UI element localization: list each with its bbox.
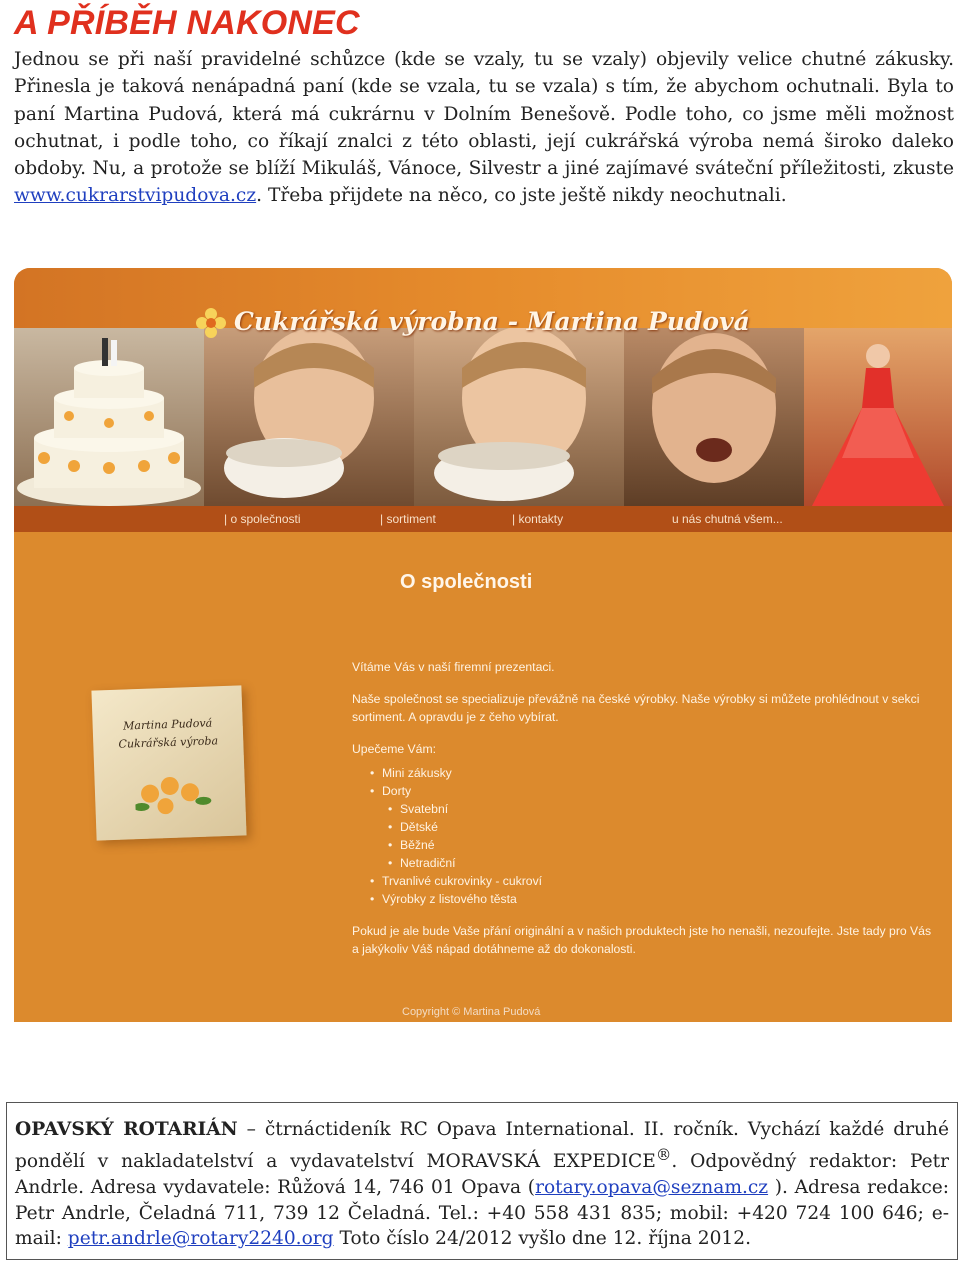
wedding-cake-photo [14, 328, 204, 506]
doll-cake-photo [804, 328, 952, 506]
site-welcome: Vítáme Vás v naší firemní prezentaci. [352, 660, 555, 674]
child-eating-photo [204, 328, 414, 506]
article-title: A PŘÍBĚH NAKONEC [14, 4, 360, 42]
list-item: • Netradiční [388, 854, 932, 872]
nav-contacts[interactable]: | kontakty [512, 512, 564, 526]
list-item: • Trvanlivé cukrovinky - cukroví [370, 872, 932, 890]
site-closing: Pokud je ale bude Vaše přání originální a v našich produktech jste ho nenašli, nezoufejte. Jste tady pro Vás a jakýkoliv Váš nápad dotáhneme až do dokonalosti. [352, 924, 932, 956]
box-label-name: Martina Pudová [122, 716, 213, 733]
nav-products[interactable]: | sortiment [380, 512, 436, 526]
list-item: • Dorty [370, 782, 932, 800]
site-banner [14, 268, 952, 506]
child-eating-photo [624, 328, 804, 506]
list-item: • Běžné [388, 836, 932, 854]
cake-type-list [388, 800, 932, 872]
site-bake-heading: Upečeme Vám: [352, 742, 436, 756]
list-item: • Dětské [388, 818, 932, 836]
masthead-text: Toto číslo 24/2012 vyšlo dne 12. října 2012. [333, 1228, 752, 1250]
article-intro [14, 46, 954, 210]
list-item: • Mini zákusky [370, 764, 932, 782]
website-screenshot [14, 268, 952, 1022]
cake-box-label [102, 714, 233, 755]
child-eating-photo [414, 328, 624, 506]
masthead-text: . Odpovědný redaktor: Petr Andrle. Adresa vydavatele: Růžová 14, 746 01 Opava ( [15, 1150, 949, 1198]
masthead-text: ). Adresa redakce: Petr Andrle, Čeladná 711, 739 12 Čeladná. Tel.: +40 558 431 835; mobil: +420 724 100 646; e-mail: [15, 1176, 949, 1250]
publisher-email-link[interactable]: rotary.opava@seznam.cz [535, 1176, 769, 1198]
rose-decoration-icon [134, 766, 216, 819]
site-copyright: Copyright © Martina Pudová [402, 1006, 541, 1018]
editor-email-link[interactable]: petr.andrle@rotary2240.org [67, 1228, 334, 1250]
nav-tagline: u nás chutná všem... [672, 512, 783, 526]
website-link[interactable]: www.cukrarstvipudova.cz [14, 185, 257, 207]
list-item: • Výrobky z listového těsta [370, 890, 932, 908]
masthead-text: – čtrnáctideník RC Opava International. II. ročník. Vychází každé druhé pondělí v nakladatelství a vydavatelství MORAVSKÁ EXPEDICE [15, 1119, 949, 1172]
box-label-subtitle: Cukrářská výroba [118, 734, 219, 751]
product-list [370, 764, 932, 908]
masthead-name: OPAVSKÝ ROTARIÁN [15, 1119, 238, 1140]
site-navigation [14, 506, 952, 532]
site-content [352, 658, 932, 972]
registered-mark: ® [655, 1145, 672, 1164]
list-item: • Svatební [388, 800, 932, 818]
intro-text-end: . Třeba přijdete na něco, co jste ještě nikdy neochutnali. [256, 185, 787, 207]
nav-about[interactable]: | o společnosti [224, 512, 301, 526]
site-intro: Naše společnost se specializuje převážně na české výrobky. Naše výrobky si můžete prohlédnout v sekci sortiment. A opravdu je z čeho vybírat. [352, 692, 920, 724]
intro-text: Jednou se při naší pravidelné schůzce (kde se vzaly, tu se vzaly) objevily velice chutné zákusky. Přinesla je taková nenápadná paní (kde se vzala, tu se vzala) s tím, že abychom ochutnali. Byla to paní Martina Pudová, která má cukrárnu v Dolním Benešově. Podle toho, co jsme měli možnost ochutnat, i podle toho, co říkají znalci z této oblasti, její cukrářská výroba nemá široko daleko obdoby. Nu, a protože se blíží Mikuláš, Vánoce, Silvestr a jiné zajímavé sváteční příležitosti, zkuste [14, 49, 954, 180]
site-logo-text: Cukrářská výrobna - Martina Pudová [234, 307, 750, 336]
cake-box-photo [91, 685, 246, 840]
site-heading: O společnosti [400, 571, 533, 593]
masthead-box [6, 1102, 958, 1260]
